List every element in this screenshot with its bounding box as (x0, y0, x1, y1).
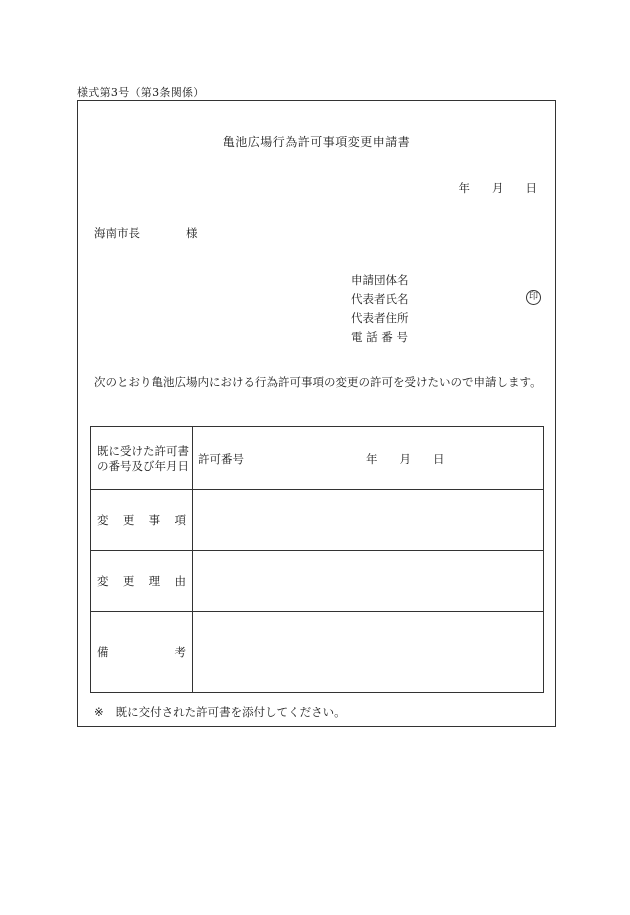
change-item-char: 項 (174, 513, 186, 527)
representative-name-label: 代表者氏名 (351, 292, 409, 306)
permit-label-cell (91, 427, 193, 490)
change-reason-label-cell (91, 551, 193, 612)
note-mark: ※ (94, 705, 104, 719)
representative-address-label: 代表者住所 (351, 311, 409, 325)
form-number: 様式第3号（第3条関係） (77, 86, 205, 99)
table-row-permit (91, 427, 544, 490)
note-text: 既に交付された許可書を添付してください。 (115, 705, 346, 719)
table-row-remarks (91, 612, 544, 693)
change-item-label-cell (91, 490, 193, 551)
addressee-name: 海南市長 (94, 226, 140, 240)
date-year: 年 (458, 181, 470, 195)
change-item-char: 変 (97, 513, 109, 527)
remarks-char: 備 (97, 645, 109, 659)
applicant-block (351, 271, 409, 347)
remarks-value-cell[interactable] (193, 612, 544, 693)
change-reason-value-cell[interactable] (193, 551, 544, 612)
permit-label: 既に受けた許可書の番号及び年月日 (97, 444, 189, 473)
application-table (90, 426, 544, 693)
phone-number-label: 電 話 番 号 (351, 330, 408, 344)
addressee-honorific: 様 (186, 226, 198, 240)
remarks-char: 考 (174, 645, 186, 659)
addressee (94, 225, 198, 241)
permit-date-day: 日 (433, 452, 445, 466)
change-item-value-cell[interactable] (193, 490, 544, 551)
permit-date-month: 月 (399, 452, 411, 466)
change-reason-char: 由 (174, 574, 186, 588)
application-statement: 次のとおり亀池広場内における行為許可事項の変更の許可を受けたいので申請します。 (94, 375, 542, 389)
table-row-change-reason (91, 551, 544, 612)
table-row-change-item (91, 490, 544, 551)
application-date (459, 180, 538, 196)
date-day: 日 (525, 181, 537, 195)
remarks-label (97, 644, 192, 660)
permit-value-cell[interactable] (193, 427, 544, 490)
application-form (77, 100, 556, 727)
seal-mark: 印 (526, 290, 541, 305)
change-reason-char: 更 (122, 574, 135, 588)
date-month: 月 (492, 181, 504, 195)
change-reason-char: 理 (148, 574, 161, 588)
change-reason-label (97, 573, 192, 589)
remarks-label-cell (91, 612, 193, 693)
permit-date-year: 年 (366, 452, 378, 466)
form-title: 亀池広場行為許可事項変更申請書 (222, 135, 411, 149)
change-item-char: 事 (148, 513, 161, 527)
attachment-note (94, 704, 346, 720)
permit-date (366, 451, 445, 467)
change-item-char: 更 (122, 513, 135, 527)
permit-number-label: 許可番号 (198, 452, 244, 466)
applicant-group-name-label: 申請団体名 (351, 273, 409, 287)
change-item-label (97, 512, 192, 528)
change-reason-char: 変 (97, 574, 109, 588)
